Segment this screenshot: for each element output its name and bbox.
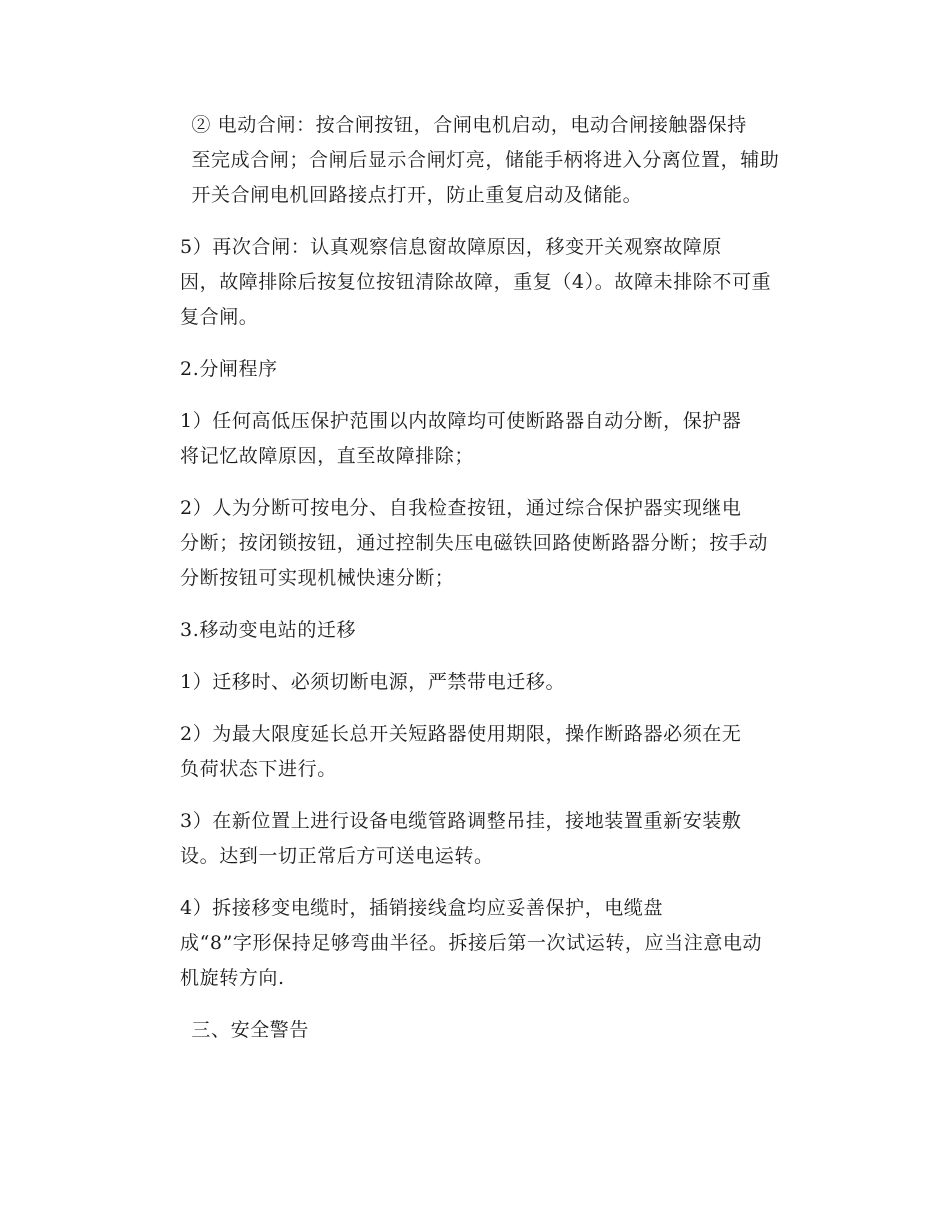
paragraph-migration-3 bbox=[142, 804, 808, 874]
text-line: 开关合闸电机回路接点打开，防止重复启动及储能。 bbox=[191, 184, 643, 206]
text-line: 1）迁移时、必须切断电源，严禁带电迁移。 bbox=[180, 671, 566, 693]
text-line: 2）为最大限度延长总开关短路器使用期限，操作断路器必须在无 bbox=[180, 723, 742, 745]
text-line: ② 电动合闸：按合闸按钮，合闸电机启动，电动合闸接触器保持 bbox=[191, 114, 747, 136]
section-heading-opening-procedure bbox=[142, 352, 808, 387]
text-line: 分断；按闭锁按钮，通过控制失压电磁铁回路使断路器分断；按手动 bbox=[180, 532, 769, 554]
paragraph-opening-1 bbox=[142, 404, 808, 474]
paragraph-migration-2 bbox=[142, 717, 808, 787]
heading-text: 3.移动变电站的迁移 bbox=[180, 619, 357, 641]
text-line: 机旋转方向. bbox=[180, 967, 285, 989]
text-line: 将记忆故障原因，直至故障排除； bbox=[180, 445, 475, 467]
text-line: 负荷状态下进行。 bbox=[180, 758, 337, 780]
text-line: 分断按钮可实现机械快速分断； bbox=[180, 567, 455, 589]
text-line: 4）拆接移变电缆时，插销接线盒均应妥善保护，电缆盘 bbox=[180, 897, 664, 919]
text-line: 复合闸。 bbox=[180, 306, 259, 328]
text-line: 至完成合闸；合闸后显示合闸灯亮，储能手柄将进入分离位置，辅助 bbox=[191, 149, 780, 171]
text-line: 成“8”字形保持足够弯曲半径。拆接后第一次试运转，应当注意电动 bbox=[180, 932, 763, 954]
heading-text: 2.分闸程序 bbox=[180, 358, 278, 380]
text-line: 3）在新位置上进行设备电缆管路调整吊挂，接地装置重新安装敷 bbox=[180, 810, 742, 832]
text-line: 5）再次合闸：认真观察信息窗故障原因，移变开关观察故障原 bbox=[180, 236, 722, 258]
heading-text: 三、安全警告 bbox=[191, 1019, 309, 1041]
text-line: 1）任何高低压保护范围以内故障均可使断路器自动分断，保护器 bbox=[180, 410, 742, 432]
paragraph-migration-4 bbox=[142, 891, 808, 996]
section-heading-substation-migration bbox=[142, 613, 808, 648]
paragraph-opening-2 bbox=[142, 491, 808, 596]
paragraph-migration-1 bbox=[142, 665, 808, 700]
section-heading-safety-warning bbox=[142, 1013, 808, 1048]
text-line: 设。达到一切正常后方可送电运转。 bbox=[180, 845, 494, 867]
paragraph-electric-closing bbox=[142, 108, 808, 213]
text-line: 因，故障排除后按复位按钮清除故障，重复（4）。故障未排除不可重 bbox=[180, 271, 772, 293]
text-line: 2）人为分断可按电分、自我检查按钮，通过综合保护器实现继电 bbox=[180, 497, 742, 519]
paragraph-reclose bbox=[142, 230, 808, 335]
